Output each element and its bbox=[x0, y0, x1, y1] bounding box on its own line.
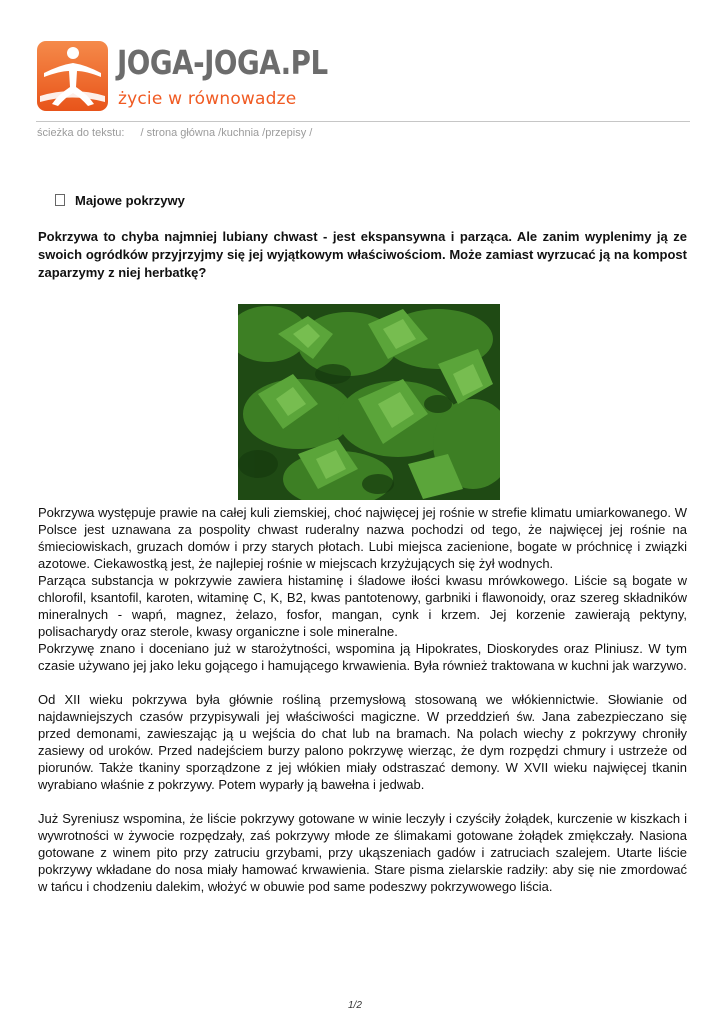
breadcrumb-path-link[interactable]: / strona główna /kuchnia /przepisy / bbox=[140, 127, 313, 139]
article-paragraph: Pokrzywę znano i doceniano już w starożytności, wspomina ją Hipokrates, Dioskorydes oraz Pliniusz. W tym czasie używano jej jako leku gojącego i hamującego krwawienia. Była również traktowana w kuchni jak warzywo. bbox=[38, 641, 687, 673]
article-paragraph: Pokrzywa występuje prawie na całej kuli ziemskiej, choć najwięcej jej rośnie w strefie klimatu umiarkowanego. W Polsce jest uznawana za pospolity chwast ruderalny nazwa pochodzi od tego, że najwięcej jej rośnie na śmieciowiskach, gruzach domów i przy starych płotach. Lubi miejsca zacienione, bogate w próchnicę i związki azotowe. Ciekawostką jest, że najlepiej rośnie w miejscach krzyżujących się żył wodnych. bbox=[38, 505, 687, 571]
article-lead: Pokrzywa to chyba najmniej lubiany chwast - jest ekspansywna i parząca. Ale zanim wyplenimy ją ze swoich ogródków przyjrzyjmy się jej wyjątkowym właściwościom. Może zamiast wyrzucać ją na kompost zaparzymy z niej herbatkę? bbox=[38, 229, 687, 280]
meditating-figure-logo bbox=[36, 40, 109, 112]
article-title bbox=[55, 193, 185, 208]
site-tagline: życie w równowadze bbox=[118, 89, 297, 109]
breadcrumb bbox=[37, 127, 312, 139]
nettle-photo bbox=[238, 304, 500, 500]
breadcrumb-label: ścieżka do tekstu: bbox=[37, 127, 125, 139]
header-divider bbox=[36, 121, 690, 122]
site-name: JOGA-JOGA.PL bbox=[117, 43, 328, 82]
article-body bbox=[38, 504, 687, 895]
site-logo[interactable] bbox=[36, 40, 336, 114]
page-number: 1/2 bbox=[348, 1000, 362, 1011]
missing-glyph-icon bbox=[55, 194, 65, 206]
article-paragraph: Od XII wieku pokrzywa była głównie rośliną przemysłową stosowaną we włókiennictwie. Słowianie od najdawniejszych czasów przypisywali jej właściwości magiczne. W przeddzień św. Jana zabezpieczano się przed demonami, zawieszając ją u wejścia do chat lub na bramach. Na polach wiechy z pokrzywy chroniły zasiewy od uroków. Przed nadejściem burzy palono pokrzywę wierząc, że dym rozpędzi chmury i ustrzeże od piorunów. Także tkaniny sporządzone z jej włókien miały odstraszać demony. W XVII wieku najwięcej tkanin wyrabiano właśnie z pokrzywy. Potem wyparły ją bawełna i jedwab. bbox=[38, 692, 687, 792]
article-paragraph: Już Syreniusz wspomina, że liście pokrzywy gotowane w winie leczyły i czyściły żołądek, kurczenie w kiszkach i wywrotności w żywocie rozpędzały, zaś pokrzywy młode ze ślimakami gotowane żołądek zmiękczały. Nasiona gotowane z winem pito przy zatruciu grzybami, przy ukąszeniach gadów i zatruciach szalejem. Utarte liście pokrzywy wkładane do nosa miały hamować krwawienia. Stare pisma zielarskie radziły: aby się nie zmordować w tańcu i chodzeniu dalekim, włożyć w obuwie pod same podeszwy pokrzywowego liścia. bbox=[38, 811, 687, 894]
article-title-text: Majowe pokrzywy bbox=[75, 193, 185, 208]
article-paragraph: Parząca substancja w pokrzywie zawiera histaminę i śladowe iłości kwasu mrówkowego. Liście są bogate w chlorofil, ksantofil, karoten, witaminę C, K, B2, kwas pantotenowy, garbniki i flawonoidy, oraz szereg składników mineralnych - wapń, magnez, żelazo, fosfor, mangan, cynk i krzem. Jej korzenie zawierają pektyny, polisacharydy oraz sterole, kwasy organiczne i sole mineralne. bbox=[38, 573, 687, 639]
